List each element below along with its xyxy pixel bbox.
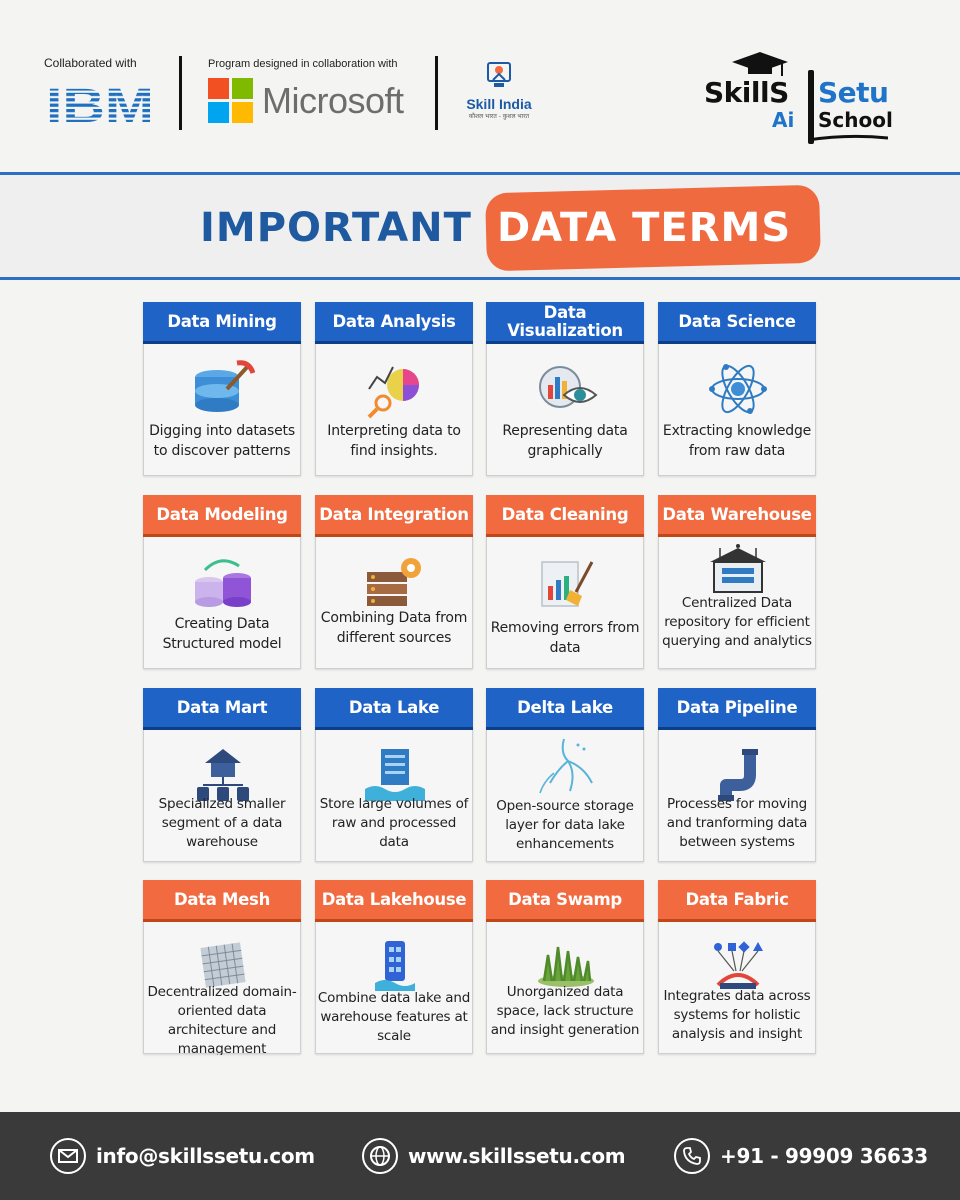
- skillssetu-logo: [700, 48, 900, 148]
- database-pickaxe-icon: [191, 359, 255, 419]
- term-description: Specialized smaller segment of a data warehouse: [158, 796, 286, 850]
- term-description: Creating Data Structured model: [162, 616, 282, 652]
- term-title: Data Analysis: [315, 302, 473, 344]
- phone-icon: [674, 1138, 710, 1174]
- term-title: Data Lakehouse: [315, 880, 473, 922]
- term-card: [486, 495, 644, 669]
- term-description: Processes for moving and tranforming data between systems: [666, 796, 808, 850]
- term-title: Data Mining: [143, 302, 301, 344]
- term-title: Data Lake: [315, 688, 473, 730]
- collab-block: [44, 56, 137, 70]
- term-description: Removing errors from data: [490, 620, 640, 656]
- term-title: Data Visualization: [486, 302, 644, 344]
- brand-swoosh: [808, 134, 888, 142]
- term-card: [658, 495, 816, 669]
- brand-school: School: [818, 108, 893, 132]
- term-card: [486, 688, 644, 862]
- term-card: [658, 688, 816, 862]
- separator: [435, 56, 438, 130]
- term-description: Representing data graphically: [502, 423, 628, 459]
- term-description: Decentralized domain-oriented data architecture and management: [147, 984, 297, 1055]
- contact-phone[interactable]: [674, 1136, 928, 1176]
- term-card: [315, 302, 473, 476]
- term-title: Delta Lake: [486, 688, 644, 730]
- term-description: Store large volumes of raw and processed data: [319, 796, 469, 850]
- collab-caption: Collaborated with: [44, 56, 137, 70]
- term-card: [658, 880, 816, 1054]
- server-gear-icon: [363, 552, 427, 612]
- term-card: [315, 880, 473, 1054]
- term-description: Combining Data from different sources: [320, 610, 468, 646]
- separator: [179, 56, 182, 130]
- term-title: Data Cleaning: [486, 495, 644, 537]
- microsoft-grid-icon: [208, 78, 253, 123]
- skill-india-emblem-icon: [484, 60, 514, 90]
- term-title: Data Mesh: [143, 880, 301, 922]
- phone-text[interactable]: +91 - 99909 36633: [720, 1144, 928, 1168]
- contact-website[interactable]: [362, 1136, 625, 1176]
- mail-icon: [50, 1138, 86, 1174]
- skill-india-logo: [459, 60, 539, 120]
- lakehouse-tower-icon: [363, 937, 427, 997]
- brand-ai: Ai: [772, 108, 795, 132]
- term-title: Data Pipeline: [658, 688, 816, 730]
- skill-india-tagline: कौशल भारत - कुशल भारत: [468, 113, 530, 120]
- brand-skills: SkillS: [704, 76, 789, 109]
- term-title: Data Warehouse: [658, 495, 816, 537]
- term-card: [486, 880, 644, 1054]
- term-card: [486, 302, 644, 476]
- term-title: Data Swamp: [486, 880, 644, 922]
- term-title: Data Integration: [315, 495, 473, 537]
- term-title: Data Mart: [143, 688, 301, 730]
- term-description: Extracting knowledge from raw data: [662, 423, 812, 459]
- title-band: [0, 172, 960, 280]
- footer: [0, 1112, 960, 1200]
- term-card: [315, 495, 473, 669]
- program-caption: Program designed in collaboration with: [208, 58, 398, 70]
- term-card: [143, 302, 301, 476]
- term-description: Integrates data across systems for holistic analysis and insight: [663, 988, 811, 1042]
- term-description: Centralized Data repository for efficient querying and analytics: [662, 595, 812, 649]
- brand-setu: Setu: [818, 76, 889, 109]
- delta-river-icon: [534, 737, 598, 797]
- skill-india-label: Skill India: [466, 96, 532, 112]
- term-description: Open-source storage layer for data lake enhancements: [496, 798, 634, 852]
- term-card: [143, 495, 301, 669]
- term-title: Data Science: [658, 302, 816, 344]
- term-description: Combine data lake and warehouse features at scale: [317, 990, 471, 1044]
- chart-broom-icon: [534, 552, 598, 612]
- microsoft-label: Microsoft: [262, 80, 404, 121]
- term-title: Data Fabric: [658, 880, 816, 922]
- term-card: [143, 688, 301, 862]
- website-text[interactable]: www.skillssetu.com: [408, 1144, 626, 1168]
- warehouse-server-icon: [706, 544, 770, 594]
- term-description: Interpreting data to find insights.: [327, 423, 461, 459]
- science-atom-network-icon: [706, 359, 770, 419]
- term-description: Unorganized data space, lack structure and insight generation: [490, 984, 640, 1038]
- header: [0, 0, 960, 172]
- contact-email[interactable]: [50, 1136, 315, 1176]
- analysis-chart-magnifier-icon: [363, 359, 427, 419]
- term-card: [315, 688, 473, 862]
- database-sync-icon: [191, 552, 255, 612]
- term-description: Digging into datasets to discover patterns: [149, 423, 295, 459]
- term-card: [658, 302, 816, 476]
- ibm-logo: [46, 82, 158, 126]
- term-card: [143, 880, 301, 1054]
- title-important: IMPORTANT: [200, 205, 472, 251]
- globe-icon: [362, 1138, 398, 1174]
- chart-eye-icon: [534, 359, 598, 419]
- title-data-terms: DATA TERMS: [497, 205, 792, 251]
- brand-pencil-bar: [808, 70, 814, 144]
- program-block: [208, 58, 398, 70]
- term-title: Data Modeling: [143, 495, 301, 537]
- email-text[interactable]: info@skillssetu.com: [96, 1144, 315, 1168]
